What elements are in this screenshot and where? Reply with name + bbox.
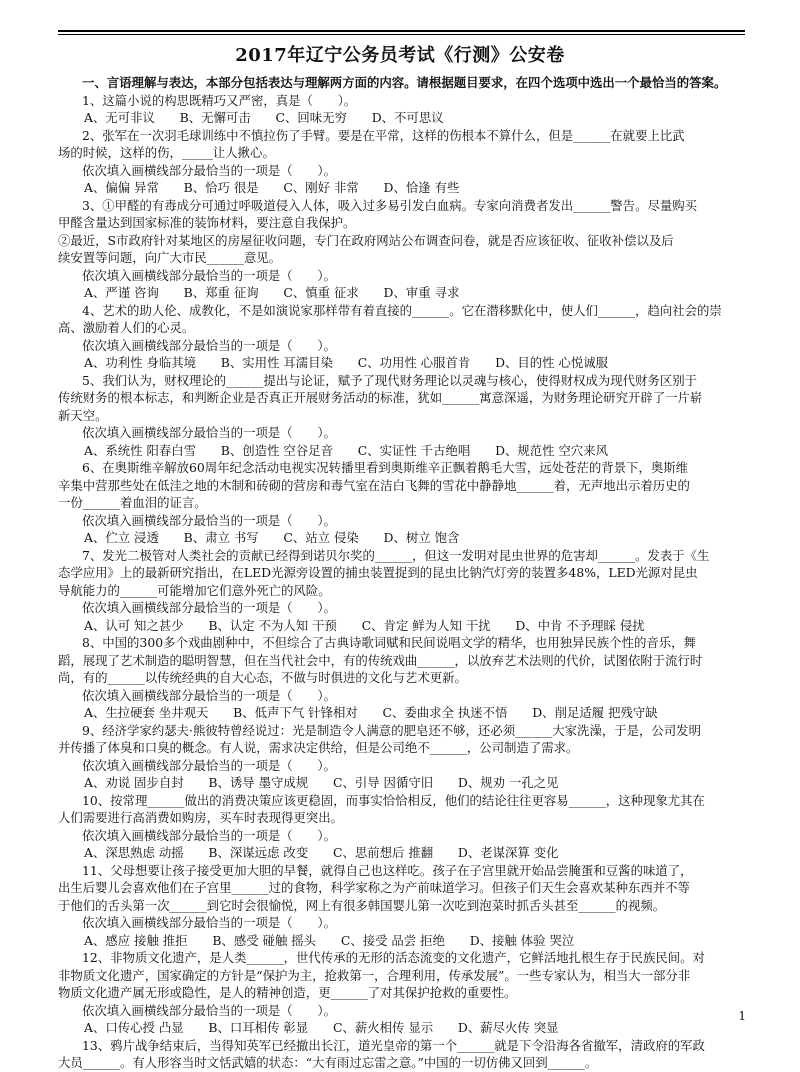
section-heading: 一、言语理解与表达，本部分包括表达与理解两方面的内容。请根据题目要求，在四个选项中选出一个最恰当的答案。 bbox=[82, 75, 727, 90]
answer-options: A、无可非议 B、无懈可击 C、回味无穷 D、不可思议 bbox=[84, 110, 444, 125]
question-stem-continued: ②最近，S市政府针对某地区的房屋征收问题，专门在政府网站公布调查问卷，就是否应该征收、征收补偿以及后 bbox=[58, 232, 674, 248]
question-stem: 6、在奥斯维辛解放60周年纪念活动电视实况转播里看到奥斯维辛正飘着鹅毛大雪，远处苍茫的背景下，奥斯维 bbox=[82, 460, 689, 475]
question-stem: 11、父母想要让孩子接受更加大胆的早餐，就得自己也这样吃。孩子在子宫里就开始品尝腌蛋和豆酱的味道了， bbox=[82, 862, 693, 878]
question-stem: 10、按常理______做出的消费决策应该更稳固，而事实恰恰相反，他们的结论往往更容易______，这种现象尤其在 bbox=[82, 792, 705, 808]
question-stem-continued: 一份______着血泪的证言。 bbox=[58, 495, 207, 510]
answer-options: A、感应 接触 推拒 B、感受 碰触 摇头 C、接受 品尝 拒绝 D、接触 体验 哭泣 bbox=[84, 932, 575, 948]
document-title: 2017年辽宁公务员考试《行测》公安卷 bbox=[235, 45, 565, 66]
question-stem-continued: 于他们的舌头第一次______到它时会很愉悦，网上有很多韩国婴儿第一次吃到泡菜时抓舌头甚至______的视频。 bbox=[58, 897, 666, 913]
answer-options: A、深思熟虑 动摇 B、深谋远虑 改变 C、思前想后 推翻 D、老谋深算 变化 bbox=[84, 845, 559, 860]
question-item bbox=[58, 302, 746, 372]
page-number: 1 bbox=[738, 1009, 746, 1023]
answer-options: A、系统性 阳春白雪 B、创造性 空谷足音 C、实证性 千古绝唱 D、规范性 空穴来风 bbox=[84, 442, 609, 458]
question-item bbox=[58, 197, 746, 302]
fill-prompt: 依次填入画横线部分最恰当的一项是（ ）。 bbox=[82, 162, 337, 178]
question-item bbox=[58, 459, 746, 547]
question-item bbox=[58, 1037, 746, 1072]
question-stem: 2、张军在一次羽毛球训练中不慎拉伤了手臂。要是在平常，这样的伤根本不算什么，但是______在就要上比武 bbox=[82, 127, 685, 143]
question-stem-continued: 非物质文化遗产，国家确定的方针是“保护为主，抢救第一，合理利用，传承发展”。一些专家认为，相当大一部分非 bbox=[58, 967, 691, 983]
question-stem-continued: 尚，有的______以传统经典的自大心态，不做与时俱进的文化与艺术更新。 bbox=[58, 670, 467, 685]
fill-prompt: 依次填入画横线部分最恰当的一项是（ ）。 bbox=[82, 915, 337, 930]
fill-prompt: 依次填入画横线部分最恰当的一项是（ ）。 bbox=[82, 337, 337, 353]
question-stem: 4、艺术的助人伦、成教化，不是如演说家那样带有着直接的______。它在潜移默化中，使人们______，趋向社会的崇 bbox=[82, 302, 722, 318]
question-stem: 9、经济学家约瑟夫·熊彼特曾经说过：光是制造令人满意的肥皂还不够，还必须______大家洗澡，于是，公司发明 bbox=[82, 722, 701, 738]
question-item bbox=[58, 127, 746, 197]
answer-options: A、偏偏 异常 B、恰巧 很是 C、刚好 非常 D、恰逢 有些 bbox=[84, 180, 460, 195]
question-stem-continued: 人们需要进行高消费如购房，买车时表现得更突出。 bbox=[58, 810, 343, 825]
question-stem-continued: 场的时候，这样的伤，_____让人揪心。 bbox=[58, 145, 275, 160]
fill-prompt: 依次填入画横线部分最恰当的一项是（ ）。 bbox=[82, 1002, 337, 1018]
question-stem-continued: 导航能力的______可能增加它们意外死亡的风险。 bbox=[58, 582, 331, 598]
question-stem: 7、发光二极管对人类社会的贡献已经得到诺贝尔奖的______，但这一发明对昆虫世界的危害却______。发表于《生 bbox=[82, 547, 710, 563]
question-stem: 5、我们认为，财权理论的______提出与论证，赋予了现代财务理论以灵魂与核心，使得财权成为现代财务区别于 bbox=[82, 372, 698, 388]
question-stem-continued: 新天空。 bbox=[58, 407, 108, 423]
question-stem-continued: 态学应用》上的最新研究指出，在LED光源旁设置的捕虫装置捉到的昆虫比钠汽灯旁的装置多48%，LED光源对昆虫 bbox=[58, 565, 698, 580]
question-list bbox=[58, 92, 746, 1072]
answer-options: A、认可 知之甚少 B、认定 不为人知 干预 C、肯定 鲜为人知 干扰 D、中肯 不予理睬 侵扰 bbox=[84, 617, 645, 633]
question-stem: 13、鸦片战争结束后，当得知英军已经撤出长江，道光皇帝的第一个______就是下令沿海各省撤军，清政府的军政 bbox=[82, 1037, 705, 1053]
answer-options: A、伫立 浸透 B、肃立 书写 C、站立 侵染 D、树立 饱含 bbox=[84, 530, 460, 545]
fill-prompt: 依次填入画横线部分最恰当的一项是（ ）。 bbox=[82, 600, 337, 615]
question-stem-continued: 传统财务的根本标志，和判断企业是否真正开展财务活动的标准，犹如______寓意深遥，为财务理论研究开辟了一片崭 bbox=[58, 390, 703, 405]
question-stem: 3、①甲醛的有毒成分可通过呼吸道侵入人体，吸入过多易引发白血病。专家向消费者发出______警告。尽量购买 bbox=[82, 197, 698, 213]
question-stem-continued: 辛集中营那些处在低洼之地的木制和砖砌的营房和毒气室在洁白飞舞的雪花中静静地______着，无声地出示着历史的 bbox=[58, 477, 690, 493]
question-stem: 1、这篇小说的构思既精巧又严密，真是（ ）。 bbox=[82, 92, 357, 108]
fill-prompt: 依次填入画横线部分最恰当的一项是（ ）。 bbox=[82, 757, 337, 773]
question-stem-continued: 物质文化遗产属无形或隐性，是人的精神创造，更______了对其保护抢救的重要性。 bbox=[58, 985, 517, 1000]
answer-options: A、生拉硬套 坐井观天 B、低声下气 针锋相对 C、委曲求全 执迷不悟 D、削足适履 把残守缺 bbox=[84, 705, 658, 720]
content-body bbox=[58, 74, 746, 1072]
question-stem: 8、中国的300多个戏曲剧种中，不但综合了古典诗歌词赋和民间说唱文学的精华，也用独异民族个性的音乐，舞 bbox=[82, 635, 696, 650]
header-rule-thick bbox=[58, 30, 745, 32]
question-stem-continued: 甲醛含量达到国家标准的装饰材料，要注意自我保护。 bbox=[58, 215, 356, 230]
question-item bbox=[58, 722, 746, 792]
question-item bbox=[58, 792, 746, 862]
question-stem-continued: 并传播了体臭和口臭的概念。有人说，需求决定供给，但是公司绝不______，公司制造了需求。 bbox=[58, 740, 579, 755]
fill-prompt: 依次填入画横线部分最恰当的一项是（ ）。 bbox=[82, 425, 337, 440]
question-item bbox=[58, 862, 746, 950]
answer-options: A、口传心授 凸显 B、口耳相传 彰显 C、薪火相传 显示 D、薪尽火传 突显 bbox=[84, 1020, 559, 1035]
question-stem-continued: 出生后婴儿会喜欢他们在子宫里______过的食物，科学家称之为产前味道学习。但孩子们天生会喜欢某种东西并不等 bbox=[58, 880, 690, 895]
answer-options: A、严谨 咨询 B、郑重 征询 C、慎重 征求 D、审重 寻求 bbox=[84, 285, 460, 300]
fill-prompt: 依次填入画横线部分最恰当的一项是（ ）。 bbox=[82, 687, 337, 703]
question-item bbox=[58, 547, 746, 635]
fill-prompt: 依次填入画横线部分最恰当的一项是（ ）。 bbox=[82, 827, 337, 843]
header-rule-thin bbox=[58, 34, 745, 35]
fill-prompt: 依次填入画横线部分最恰当的一项是（ ）。 bbox=[82, 267, 337, 283]
question-stem-continued: 高、激励着人们的心灵。 bbox=[58, 320, 195, 335]
answer-options: A、功利性 身临其境 B、实用性 耳濡目染 C、功用性 心服首肯 D、目的性 心悦诚服 bbox=[84, 355, 609, 370]
question-item bbox=[58, 949, 746, 1037]
fill-prompt: 依次填入画横线部分最恰当的一项是（ ）。 bbox=[82, 512, 337, 528]
question-stem: 12、非物质文化遗产，是人类______，世代传承的无形的活态流变的文化遗产，它鲜活地扎根生存于民族民间。对 bbox=[82, 950, 705, 965]
question-item bbox=[58, 92, 746, 127]
question-item bbox=[58, 634, 746, 722]
question-stem-continued: 续安置等问题，向广大市民______意见。 bbox=[58, 250, 282, 265]
question-stem-continued: 大员______。有人形容当时文恬武嬉的状态：“大有雨过忘雷之意。”中国的一切仿佛又回到______。 bbox=[58, 1055, 598, 1070]
answer-options: A、劝说 固步自封 B、诱导 墨守成规 C、引导 因循守旧 D、规劝 一孔之见 bbox=[84, 775, 559, 790]
question-stem-continued: 蹈，展现了艺术制造的聪明智慧，但在当代社会中，有的传统戏曲______，以放弃艺术法则的代价，试图依附于流行时 bbox=[58, 652, 703, 668]
question-item bbox=[58, 372, 746, 460]
